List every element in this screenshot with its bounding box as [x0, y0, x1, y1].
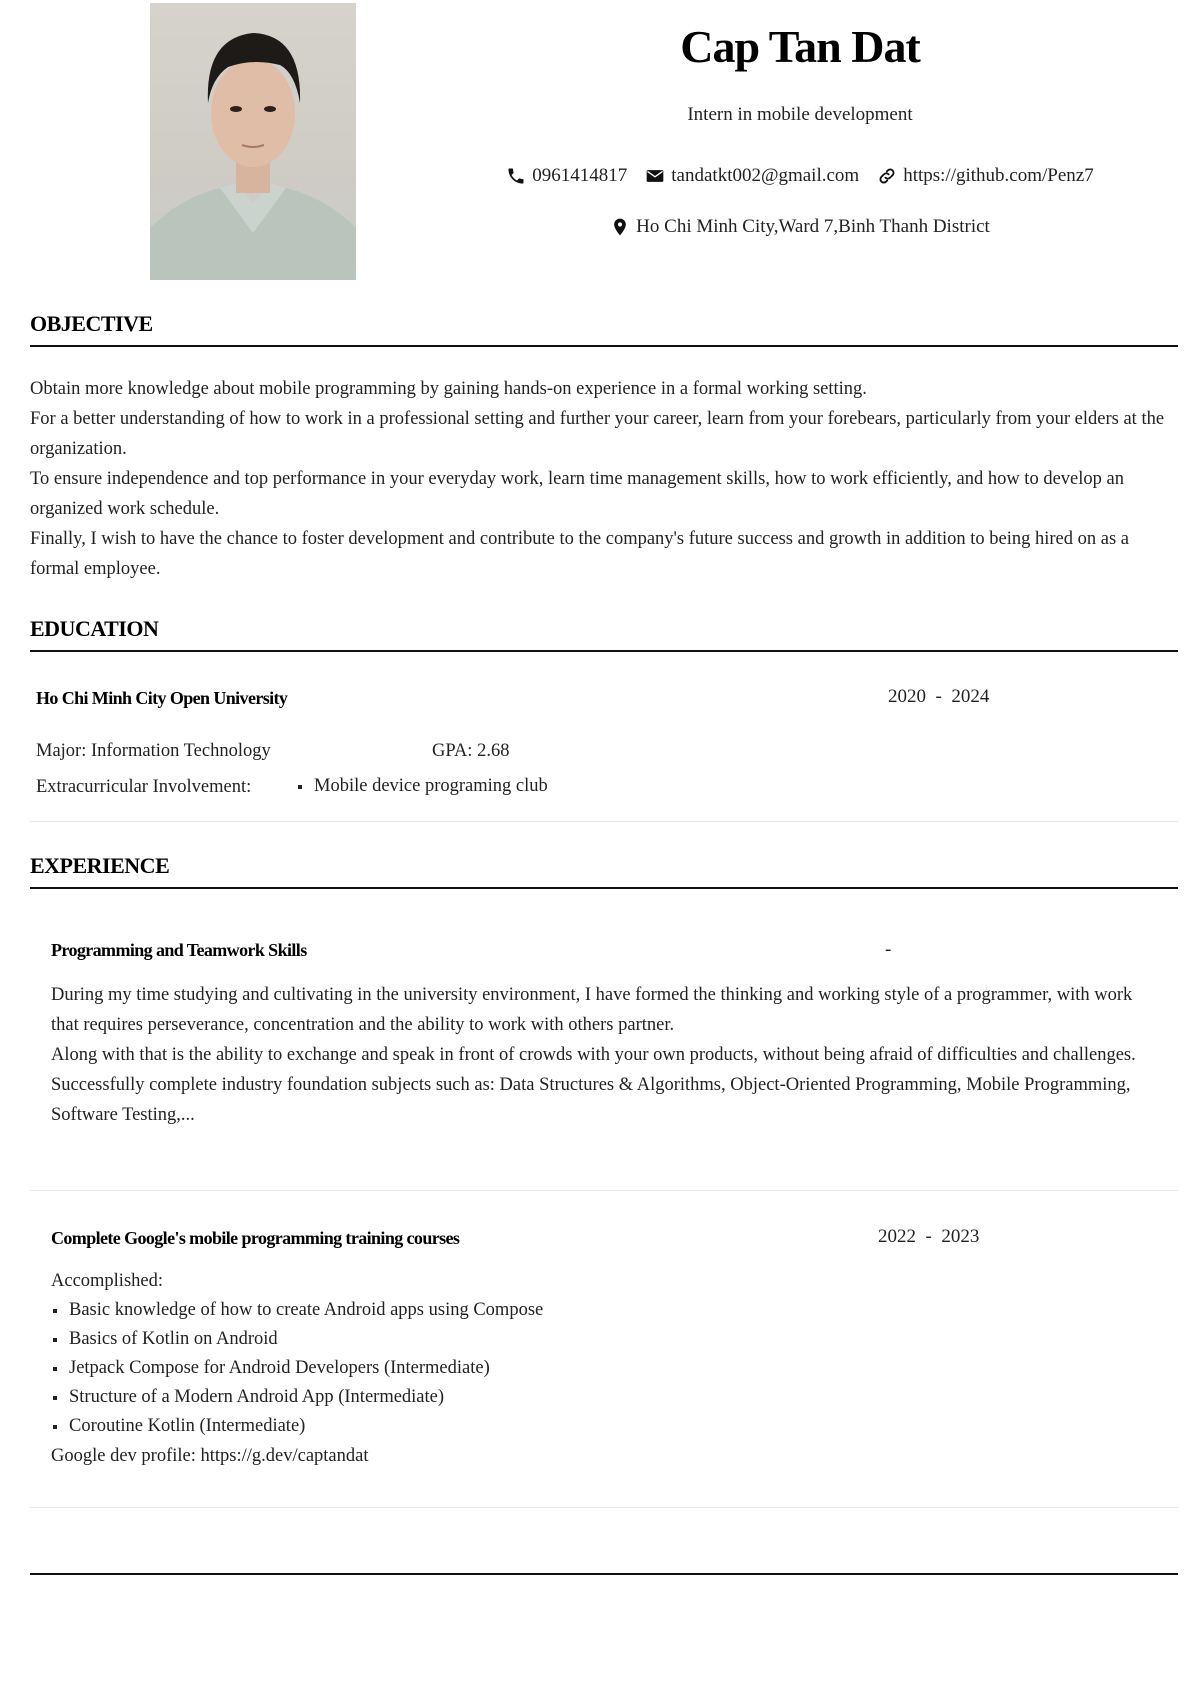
education-end: 2024: [951, 686, 990, 707]
experience-description: [51, 980, 1141, 1130]
experience-item-divider: [30, 1190, 1178, 1191]
profile-photo: [150, 3, 356, 280]
objective-paragraph: To ensure independence and top performance in your everyday work, learn time management skills, how to work efficiently, and how to develop an organized work schedule.: [30, 469, 1124, 519]
major-value: Information Technology: [90, 741, 271, 761]
experience-dates: -: [885, 939, 892, 960]
experience-title: Programming and Teamwork Skills: [51, 940, 307, 960]
extracurricular-list: [296, 772, 548, 801]
address-text: Ho Chi Minh City,Ward 7,Binh Thanh District: [636, 216, 990, 237]
gpa-value: 2.68: [477, 741, 510, 761]
list-item: Basic knowledge of how to create Android apps using Compose: [51, 1296, 1141, 1325]
experience-title: Complete Google's mobile programming training courses: [51, 1228, 460, 1248]
gpa-label: GPA:: [432, 741, 473, 761]
objective-divider: [30, 345, 1178, 347]
list-item: Mobile device programing club: [296, 772, 548, 801]
objective-heading: OBJECTIVE: [30, 311, 153, 336]
education-start: 2020: [888, 686, 926, 707]
bottom-divider: [30, 1573, 1178, 1575]
accomplished-label: Accomplished:: [51, 1271, 164, 1291]
education-dates: 2020 - 2024: [888, 686, 990, 707]
list-item: Coroutine Kotlin (Intermediate): [51, 1412, 1141, 1441]
list-item: Jetpack Compose for Android Developers (Intermediate): [51, 1354, 1141, 1383]
envelope-icon: [645, 166, 665, 186]
email-text[interactable]: tandatkt002@gmail.com: [671, 165, 860, 186]
experience-divider: [30, 887, 1178, 889]
link-icon: [877, 166, 897, 186]
phone-icon: [506, 166, 526, 186]
experience-paragraph: During my time studying and cultivating in the university environment, I have formed the thinking and working style of a programmer, with work that requires perseverance, concentration and the ability to work with others partner.: [51, 985, 1133, 1035]
gpa-row: [432, 736, 509, 766]
candidate-name: Cap Tan Dat: [680, 21, 920, 72]
address-item: [610, 216, 990, 238]
school-name: Ho Chi Minh City Open University: [36, 688, 288, 708]
experience-end: 2023: [941, 1226, 980, 1247]
experience-start: 2022: [878, 1226, 916, 1247]
education-divider: [30, 650, 1178, 652]
experience-heading: EXPERIENCE: [30, 853, 170, 878]
major-row: [36, 736, 271, 766]
objective-paragraph: For a better understanding of how to work in a professional setting and further your career, learn from your forebears, particularly from your elders at the organization.: [30, 409, 1165, 459]
google-dev-profile: Google dev profile: https://g.dev/captandat: [51, 1446, 369, 1466]
experience-dates: 2022 - 2023: [878, 1226, 980, 1247]
candidate-role: Intern in mobile development: [687, 104, 913, 125]
website-link[interactable]: https://github.com/Penz7: [903, 165, 1094, 186]
phone-text: 0961414817: [532, 165, 628, 186]
extracurricular-label: Extracurricular Involvement:: [36, 777, 252, 797]
phone-item: [506, 165, 627, 187]
experience-end-divider: [30, 1507, 1178, 1508]
address-row: [440, 213, 1160, 241]
list-item: Structure of a Modern Android App (Intermediate): [51, 1383, 1141, 1412]
email-item: [645, 165, 859, 187]
objective-text: [30, 374, 1180, 584]
map-pin-icon: [610, 217, 630, 237]
education-heading: EDUCATION: [30, 616, 159, 641]
list-item: Basics of Kotlin on Android: [51, 1325, 1141, 1354]
experience-paragraph: Along with that is the ability to exchange and speak in front of crowds with your own products, without being afraid of difficulties and challenges.: [51, 1045, 1136, 1065]
education-end-divider: [30, 821, 1178, 822]
contact-row: [440, 162, 1160, 190]
website-item: [877, 165, 1094, 187]
objective-paragraph: Obtain more knowledge about mobile programming by gaining hands-on experience in a formal working setting.: [30, 379, 867, 399]
experience-paragraph: Successfully complete industry foundation subjects such as: Data Structures & Algorithms, Object-Oriented Programming, Mobile Programming, Software Testing,...: [51, 1075, 1131, 1125]
objective-paragraph: Finally, I wish to have the chance to foster development and contribute to the company's future success and growth in addition to being hired on as a formal employee.: [30, 529, 1129, 579]
major-label: Major:: [36, 741, 87, 761]
experience-description: [51, 1266, 1141, 1471]
